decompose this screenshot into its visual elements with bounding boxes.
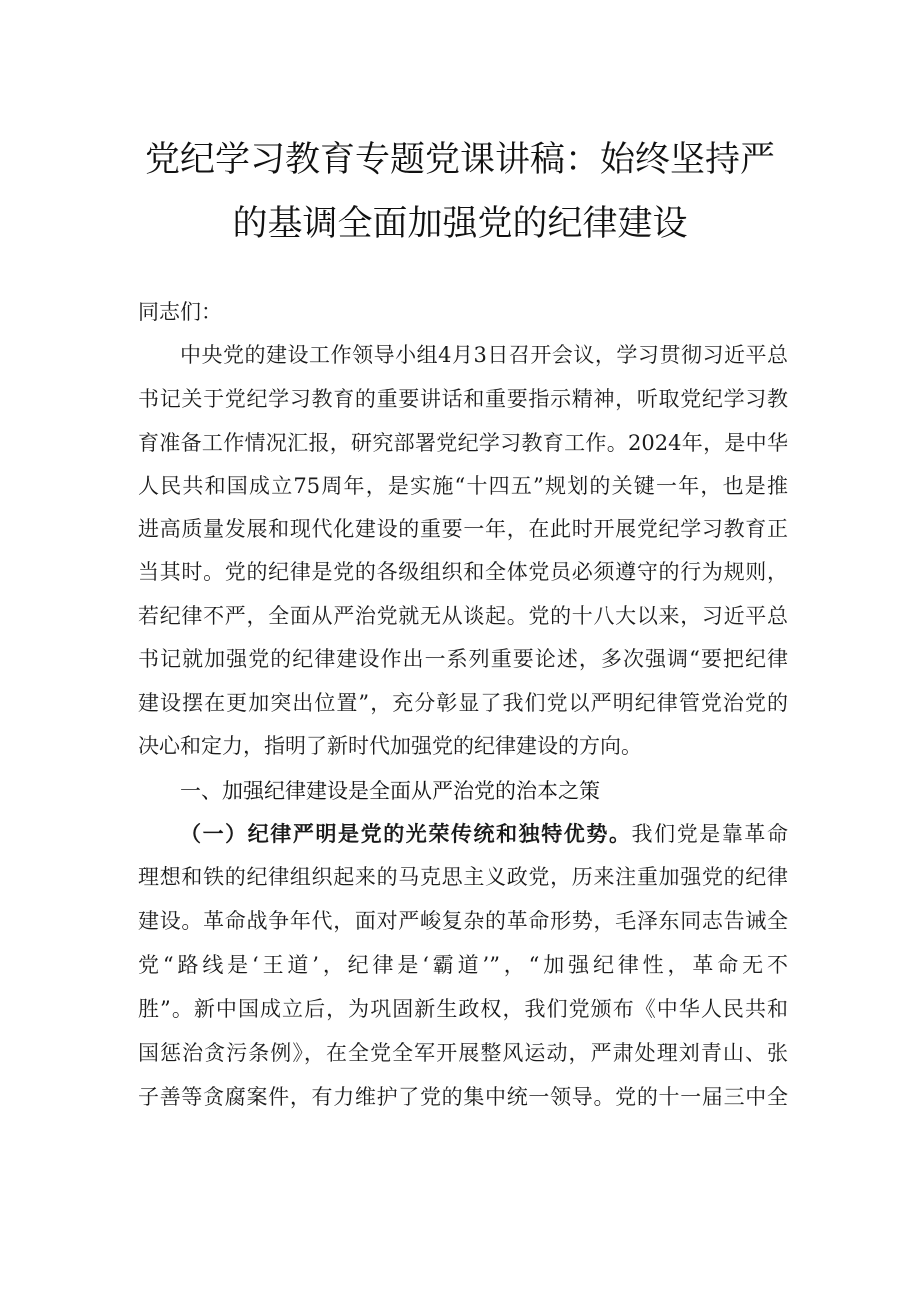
paragraph-line: 国惩治贪污条例》，在全党全军开展整风运动，严肃处理刘青山、张 xyxy=(138,1041,788,1065)
paragraph-line: 建设。革命战争年代，面对严峻复杂的革命形势，毛泽东同志告诫全 xyxy=(138,909,788,933)
paragraph-line: 育准备工作情况汇报，研究部署党纪学习教育工作。2024年，是中华 xyxy=(138,431,788,455)
paragraph-line: 进高质量发展和现代化建设的重要一年，在此时开展党纪学习教育正 xyxy=(138,517,788,541)
paragraph-line: 决心和定力，指明了新时代加强党的纪律建设的方向。 xyxy=(138,734,642,758)
paragraph-line: 当其时。党的纪律是党的各级组织和全体党员必须遵守的行为规则， xyxy=(138,560,788,584)
paragraph-line: 党“路线是‘王道’，纪律是‘霸道’”，“加强纪律性，革命无不 xyxy=(138,953,788,977)
paragraph-line: 若纪律不严，全面从严治党就无从谈起。党的十八大以来，习近平总 xyxy=(138,604,788,628)
paragraph-line: 理想和铁的纪律组织起来的马克思主义政党，历来注重加强党的纪律 xyxy=(138,865,788,889)
subsection-first-line xyxy=(180,819,788,849)
document-title-line-2: 的基调全面加强党的纪律建设 xyxy=(232,204,688,244)
paragraph-line: 建设摆在更加突出位置”，充分彰显了我们党以严明纪律管党治党的 xyxy=(138,691,788,715)
paragraph-line: 胜”。新中国成立后，为巩固新生政权，我们党颁布《中华人民共和 xyxy=(138,997,788,1021)
section-heading: 一、加强纪律建设是全面从严治党的治本之策 xyxy=(180,779,600,803)
paragraph-line: 人民共和国成立75周年，是实施“十四五”规划的关键一年，也是推 xyxy=(138,474,788,498)
paragraph-line: 子善等贪腐案件，有力维护了党的集中统一领导。党的十一届三中全 xyxy=(138,1085,788,1109)
document-title-line-1: 党纪学习教育专题党课讲稿：始终坚持严 xyxy=(144,140,775,180)
subsection-heading: （一）纪律严明是党的光荣传统和独特优势。 xyxy=(180,822,632,846)
paragraph-line: 书记关于党纪学习教育的重要讲话和重要指示精神，听取党纪学习教 xyxy=(138,387,788,411)
subsection-text: 我们党是靠革命 xyxy=(631,822,789,846)
salutation: 同志们： xyxy=(138,300,222,324)
paragraph-line: 书记就加强党的纪律建设作出一系列重要论述，多次强调“要把纪律 xyxy=(138,647,788,671)
paragraph-line: 中央党的建设工作领导小组4月3日召开会议，学习贯彻习近平总 xyxy=(180,343,788,367)
